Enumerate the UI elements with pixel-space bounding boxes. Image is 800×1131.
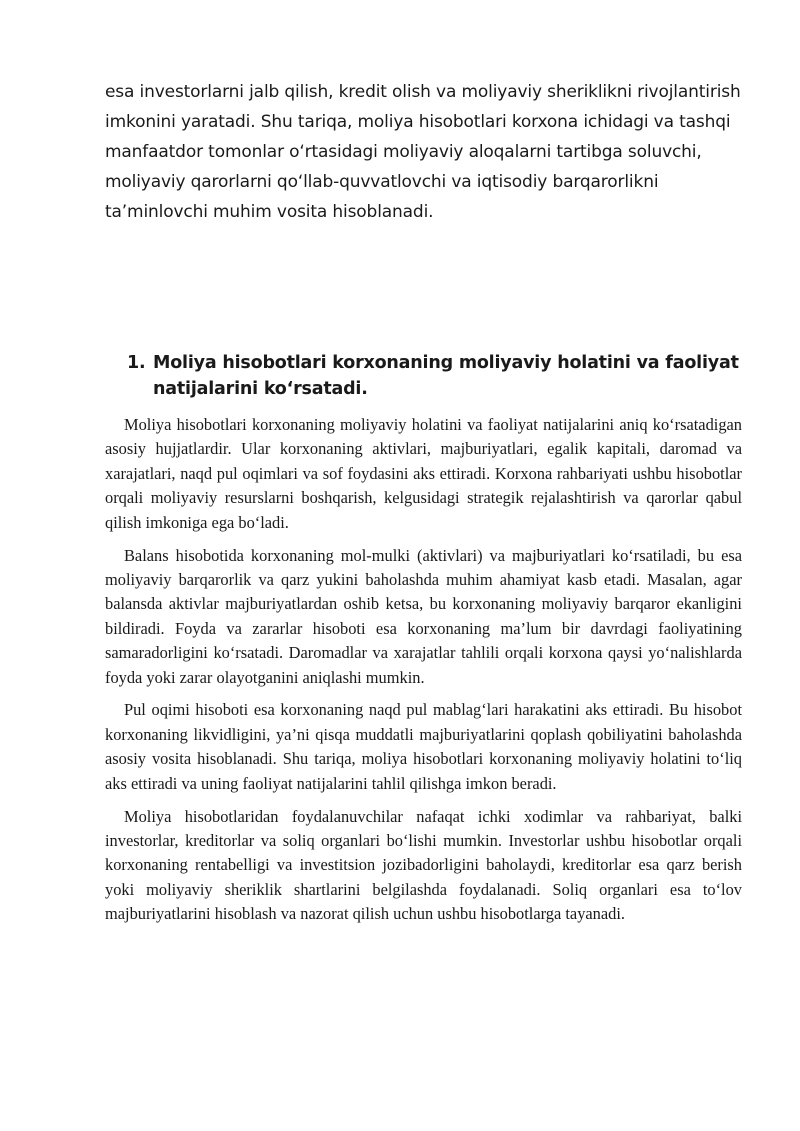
section-number: 1.	[127, 353, 146, 373]
body-paragraph-4: Moliya hisobotlaridan foydalanuvchilar nafaqat ichki xodimlar va rahbariyat, balki investorlar, kreditorlar va soliq organlari bo‘lishi mumkin. Investorlar ushbu hisobotlar orqali korxonaning rentabelligi va investitsion jozibadorligini baholaydi, kreditorlar esa qarz berish yoki moliyaviy sheriklik shartlarini belgilashda foydalanadi. Soliq organlari esa to‘lov majburiyatlarini hisoblash va nazorat qilish uchun ushbu hisobotlarga tayanadi.	[105, 806, 742, 924]
body-paragraph-1: Moliya hisobotlari korxonaning moliyaviy holatini va faoliyat natijalarini aniq ko‘rsatadigan asosiy hujjatlardir. Ular korxonaning aktivlari, majburiyatlari, egalik kapitali, daromad va xarajatlari, naqd pul oqimlari va sof foydasini aks ettiradi. Korxona rahbariyati ushbu hisobotlar orqali moliyaviy resurslarni boshqarish, kelgusidagi strategik rejalashtirish va qarorlar qabul qilish imkoniga ega bo‘ladi.	[105, 415, 742, 532]
body-paragraph-3: Pul oqimi hisoboti esa korxonaning naqd pul mablag‘lari harakatini aks ettiradi. Bu hisobot korxonaning likvidligini, ya’ni qisqa muddatli majburiyatlarini qoplash qobiliyatini baholashda asosiy vosita hisoblanadi. Shu tariqa, moliya hisobotlari korxonaning moliyaviy holatini to‘liq aks ettiradi va uning faoliyat natijalarini tahlil qilishga imkon beradi.	[105, 700, 742, 793]
section-body	[105, 413, 742, 935]
intro-paragraph: esa investorlarni jalb qilish, kredit olish va moliyaviy sheriklikni rivojlantirish imkonini yaratadi. Shu tariqa, moliya hisobotlari korxona ichidagi va tashqi manfaatdor tomonlar o‘rtasidagi moliyaviy aloqalarni tartibga soluvchi, moliyaviy qarorlarni qo‘llab-quvvatlovchi va iqtisodiy barqarorlikni ta’minlovchi muhim vosita hisoblanadi.	[105, 82, 741, 222]
section-heading	[127, 350, 752, 402]
body-paragraph-2: Balans hisobotida korxonaning mol-mulki (aktivlari) va majburiyatlari ko‘rsatiladi, bu esa moliyaviy barqarorlik va qarz yukini baholashda muhim ahamiyat kasb etadi. Masalan, agar balansda aktivlar majburiyatlardan oshib ketsa, bu korxonaning moliyaviy barqaror ekanligini bildiradi. Foyda va zararlar hisoboti esa korxonaning ma’lum bir davrdagi faoliyatining samaradorligini ko‘rsatadi. Daromadlar va xarajatlar tahlili orqali korxona qaysi yo‘nalishlarda foyda yoki zarar olayotganini aniqlashi mumkin.	[105, 545, 742, 687]
section-title: Moliya hisobotlari korxonaning moliyaviy holatini va faoliyat natijalarini ko‘rsatadi.	[153, 353, 739, 399]
